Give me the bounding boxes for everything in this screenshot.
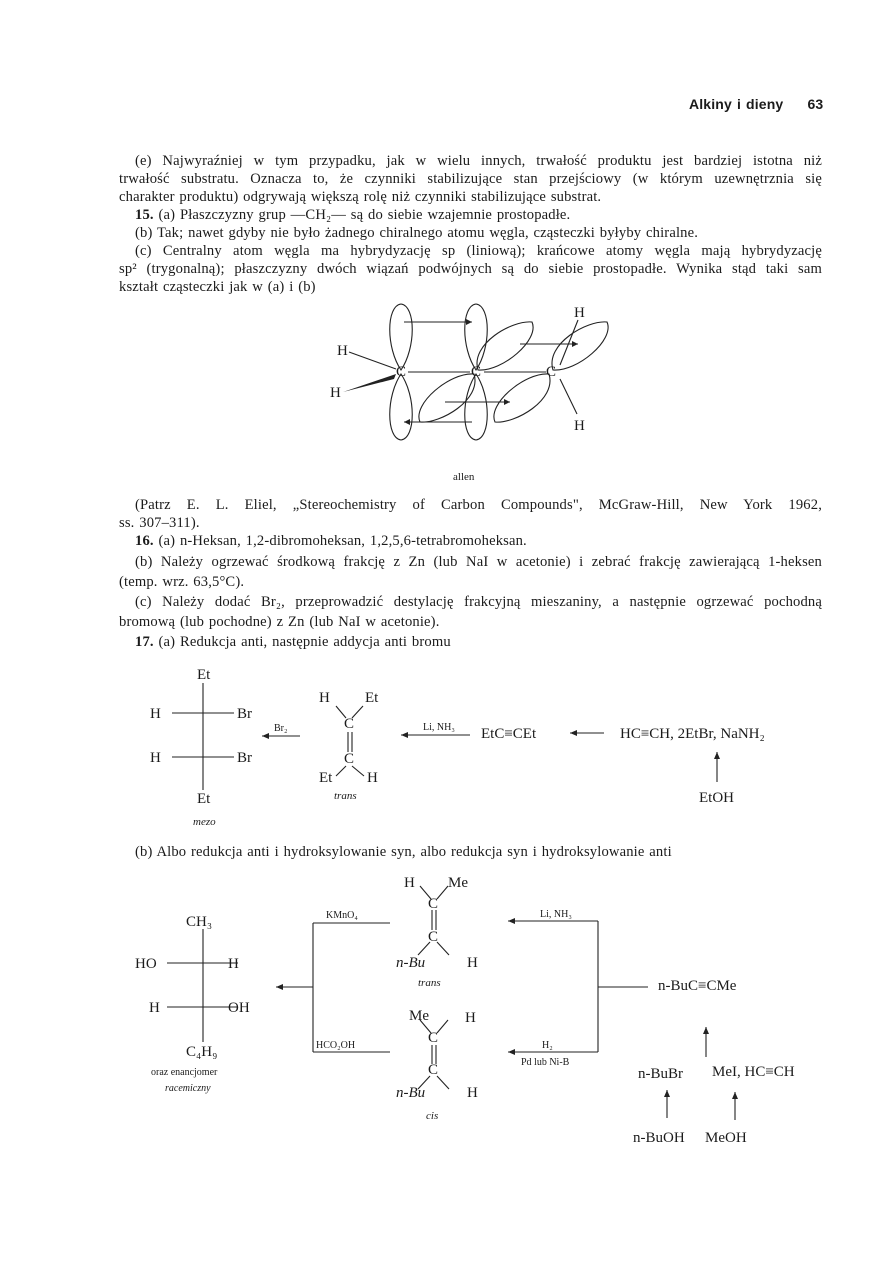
para-e-line1: (e) Najwyraźniej w tym przypadku, jak w wielu innych, trwałość produktu jest bardziej istotna niż <box>135 153 822 169</box>
cis-c2: C <box>428 1062 439 1078</box>
fischer-a-h2: H <box>150 750 161 766</box>
q15c-line1: (c) Centralny atom węgla ma hybrydyzację sp (liniową); krańcowe atomy węgla mają hybrydyzację <box>135 243 822 259</box>
trans-b-c1: C <box>428 896 439 912</box>
reagent-li-nh3-a: Li, NH₃ <box>423 722 455 733</box>
cis-h-top: H <box>465 1010 476 1026</box>
q15c-line3: kształt cząsteczki jak w (a) i (b) <box>119 279 316 295</box>
reagents-right-a: HC≡CH, 2EtBr, NaNH₂ <box>620 726 765 742</box>
etoh-a: EtOH <box>699 790 734 806</box>
nbubr: n-BuBr <box>638 1066 683 1082</box>
para-e-line2: trwałość substratu. Oznacza to, że czynniki stabilizujące stan przejściowy (w którym uzewnętrznia się <box>119 171 822 187</box>
trans-b-me: Me <box>448 875 468 891</box>
ref-line2: ss. 307–311). <box>119 515 200 531</box>
fischer-b-ho: HO <box>135 956 157 972</box>
q17b-text: (b) Albo redukcja anti i hydroksylowanie syn, albo redukcja syn i hydroksylowanie anti <box>135 844 672 860</box>
q15a-text: (a) Płaszczyzny grup —CH₂— są do siebie wzajemnie prostopadłe. <box>158 207 571 223</box>
trans-a-label: trans <box>334 790 357 802</box>
allene-caption: allen <box>453 471 475 483</box>
reagent-li-nh3-b: Li, NH₃ <box>540 909 572 920</box>
cis-c1: C <box>428 1030 439 1046</box>
allene-h-lower-left: H <box>330 385 341 401</box>
q15c-line2: sp² (trygonalną); płaszczyzny dwóch wiązań podwójnych są do siebie prostopadłe. Wynika stąd taki sam <box>119 261 822 277</box>
cis-me: Me <box>409 1008 429 1024</box>
trans-b-nbu: n-Bu <box>396 955 426 971</box>
q17a-line <box>135 633 451 651</box>
ref-line1: (Patrz E. L. Eliel, „Stereochemistry of Carbon Compounds", McGraw-Hill, New York 1962, <box>135 497 822 513</box>
fischer-b-h2: H <box>149 1000 160 1016</box>
trans-b-h2: H <box>467 955 478 971</box>
fischer-a-br1: Br <box>237 706 252 722</box>
fischer-a-et-top: Et <box>197 667 211 683</box>
cis-h-bottom: H <box>467 1085 478 1101</box>
cis-label: cis <box>426 1110 439 1122</box>
reagent-h2: H₂ <box>542 1040 553 1051</box>
para-e-line3: charakter produktu) odgrywają większą rolę niż czynniki stabilizujące substrat. <box>119 189 602 205</box>
allene-orbital-left-top <box>390 304 413 370</box>
fischer-b-note1: oraz enancjomer <box>151 1067 218 1078</box>
reagent-br2: Br₂ <box>274 723 288 734</box>
fischer-a-h1: H <box>150 706 161 722</box>
fischer-b-oh: OH <box>228 1000 250 1016</box>
allene-c-right: C <box>546 364 557 380</box>
allene-c-left: C <box>396 364 407 380</box>
q16b-line1: (b) Należy ogrzewać środkową frakcję z Zn (lub NaI w acetonie) i zebrać frakcję zawierającą 1-heksen <box>135 554 822 570</box>
trans-a-h: H <box>319 690 330 706</box>
q16b-line2: (temp. wrz. 63,5°C). <box>119 574 245 590</box>
allene-c-center: C <box>471 364 482 380</box>
header-title: Alkiny i dieny <box>689 96 784 112</box>
q16-number: 16. <box>135 533 154 549</box>
q16c-line2: bromową (lub pochodne) z Zn (lub NaI w acetonie). <box>119 614 440 630</box>
reagent-hco2oh: HCO₂OH <box>316 1040 356 1051</box>
allene-orbital-center-bottom <box>465 374 488 440</box>
fischer-a-et-bottom: Et <box>197 791 211 807</box>
q17-number: 17. <box>135 634 154 650</box>
trans-a-h2: H <box>367 770 378 786</box>
alkyne-a: EtC≡CEt <box>481 726 537 742</box>
allene-orbital-center-top <box>465 304 488 370</box>
reagent-kmno4: KMnO₄ <box>326 910 358 921</box>
page-number: 63 <box>807 96 824 112</box>
allene-h-upper-left: H <box>337 343 348 359</box>
cis-nbu: n-Bu <box>396 1085 426 1101</box>
q17a-text: (a) Redukcja anti, następnie addycja anti bromu <box>158 634 451 650</box>
allene-h-upper-right: H <box>574 305 585 321</box>
q15-number: 15. <box>135 207 154 223</box>
trans-b-c2: C <box>428 929 439 945</box>
trans-b-label: trans <box>418 977 441 989</box>
fischer-b-ch3: CH₃ <box>186 914 213 930</box>
allene-orbital-left-bottom <box>390 374 413 440</box>
q16a-line <box>135 532 527 550</box>
allene-orbital-right-lower <box>494 374 550 422</box>
trans-a-c1: C <box>344 716 355 732</box>
mezo-label: mezo <box>193 816 216 828</box>
mei-hcch: MeI, HC≡CH <box>712 1064 795 1080</box>
reagent-pd: Pd lub Ni-B <box>521 1057 570 1068</box>
trans-a-c2: C <box>344 751 355 767</box>
q16c-line1: (c) Należy dodać Br₂, przeprowadzić destylację frakcyjną mieszaniny, a następnie ogrzewać pochodną <box>135 594 822 610</box>
fischer-b-h1: H <box>228 956 239 972</box>
trans-a-et-bottom: Et <box>319 770 333 786</box>
trans-a-et-top: Et <box>365 690 379 706</box>
allene-h-lower-right: H <box>574 418 585 434</box>
fischer-b-note2: racemiczny <box>165 1083 211 1094</box>
trans-b-h: H <box>404 875 415 891</box>
q15b-text: (b) Tak; nawet gdyby nie było żadnego chiralnego atomu węgla, cząsteczki byłyby chiralne. <box>135 225 699 241</box>
nbuoh: n-BuOH <box>633 1130 685 1146</box>
scheme-b-lines <box>167 886 738 1120</box>
alkyne-b: n-BuC≡CMe <box>658 978 737 994</box>
fischer-a-br2: Br <box>237 750 252 766</box>
fischer-b-c4h9: C₄H₉ <box>186 1044 218 1060</box>
meoh: MeOH <box>705 1130 747 1146</box>
q16a-text: (a) n-Heksan, 1,2-dibromoheksan, 1,2,5,6-tetrabromoheksan. <box>158 533 527 549</box>
